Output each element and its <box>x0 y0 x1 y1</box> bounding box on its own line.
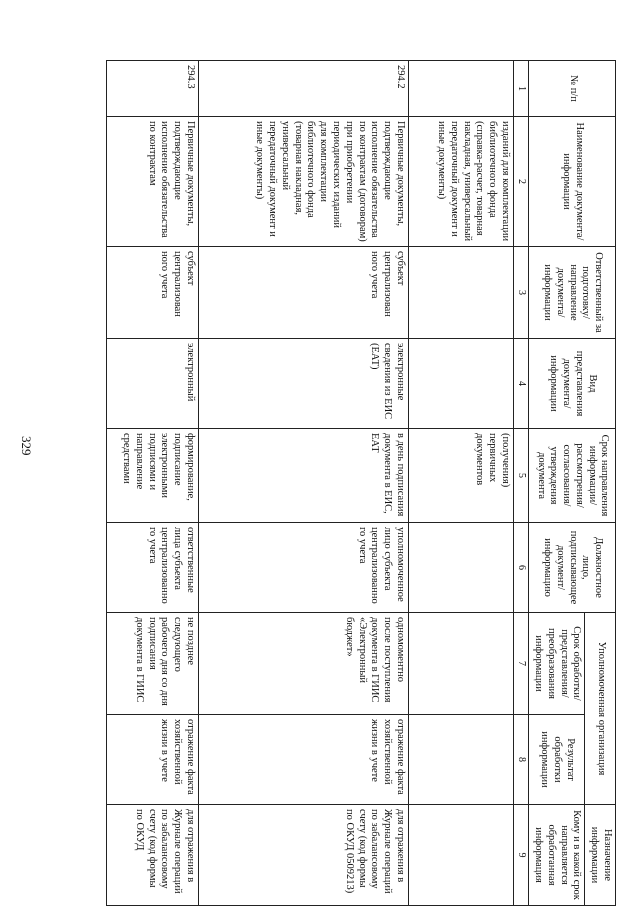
page-number: 329 <box>19 436 34 456</box>
column-number: 7 <box>514 613 529 715</box>
processing-time <box>409 613 514 715</box>
table-row <box>107 61 199 906</box>
header-destination: Кому и в какой срок направляется обработанная информация <box>529 805 585 906</box>
column-number: 4 <box>514 339 529 429</box>
column-number-row <box>514 61 529 906</box>
document-name: Первичные документы, подтверждающие исполнение обязательства по контрактам <box>107 117 199 247</box>
column-number: 2 <box>514 117 529 247</box>
signer <box>409 523 514 613</box>
signer: ответственные лица субъекта централизованно го учета <box>107 523 199 613</box>
column-number: 9 <box>514 805 529 906</box>
header-form: Вид представления документа/ информации <box>529 339 616 429</box>
column-number: 3 <box>514 247 529 339</box>
signer: уполномоченное лицо субъекта централизованно го учета <box>199 523 409 613</box>
processing-result: отражение факта хозяйственной жизни в учете <box>199 715 409 805</box>
row-number <box>409 61 514 117</box>
header-responsible: Ответственный за подготовку/ направление документа/ информации <box>529 247 616 339</box>
document-table <box>106 60 616 906</box>
presentation-form: электронный <box>107 339 199 429</box>
header-group-organization: Уполномоченная организация <box>585 613 616 805</box>
deadline: в день подписания документа в ЕИС, ЕАТ <box>199 429 409 523</box>
deadline: формирование, подписание электронными подписями и направление средствами <box>107 429 199 523</box>
header-processing-time: Срок обработки/ представления/ преобразования информации <box>529 613 585 715</box>
responsible: субъект централизован ного учета <box>199 247 409 339</box>
destination <box>409 805 514 906</box>
rotated-table-sheet <box>16 60 616 905</box>
header-row-1 <box>585 61 616 906</box>
processing-result: отражение факта хозяйственной жизни в учете <box>107 715 199 805</box>
document-name: изданий для комплектации библиотечного фонда (справка-расчет, товарная накладная, универсальный передаточный документ и иные документы) <box>409 117 514 247</box>
column-number: 6 <box>514 523 529 613</box>
header-signer: Должностное лицо, подписывающее документ/ информацию <box>529 523 616 613</box>
deadline: (получения) первичных документов <box>409 429 514 523</box>
document-name: Первичные документы, подтверждающие исполнение обязательства по контрактам (договорам) при приобретении периодических изданий для комплектации библиотечного фонда (товарная накладная, универсальный передаточный документ и иные документы) <box>199 117 409 247</box>
destination: для отражения в Журнале операций по забалансовому счету (код формы по ОКУД 0509213) <box>199 805 409 906</box>
column-number: 5 <box>514 429 529 523</box>
responsible: субъект централизован ного учета <box>107 247 199 339</box>
column-number: 8 <box>514 715 529 805</box>
header-group-purpose: Назначение информации <box>585 805 616 906</box>
row-number: 294.3 <box>107 61 199 117</box>
row-number: 294.2 <box>199 61 409 117</box>
presentation-form <box>409 339 514 429</box>
table-row <box>409 61 514 906</box>
table-row <box>199 61 409 906</box>
destination: для отражения в Журнале операций по забалансовому счету (код формы по ОКУД <box>107 805 199 906</box>
processing-time: одномоментно после поступления документа в ГИИС «Электронный бюджет» <box>199 613 409 715</box>
processing-time: не позднее следующего рабочего дня со дня подписания документа в ГИИС <box>107 613 199 715</box>
header-deadline: Срок направления информации/ рассмотрения/ согласования/ утверждения документа <box>529 429 616 523</box>
header-name: Наименование документа/ информации <box>529 117 616 247</box>
processing-result <box>409 715 514 805</box>
presentation-form: электронные сведения из ЕИС (ЕАТ) <box>199 339 409 429</box>
header-result: Результат обработки информации <box>529 715 585 805</box>
column-number: 1 <box>514 61 529 117</box>
responsible <box>409 247 514 339</box>
header-num: № п/п <box>529 61 616 117</box>
